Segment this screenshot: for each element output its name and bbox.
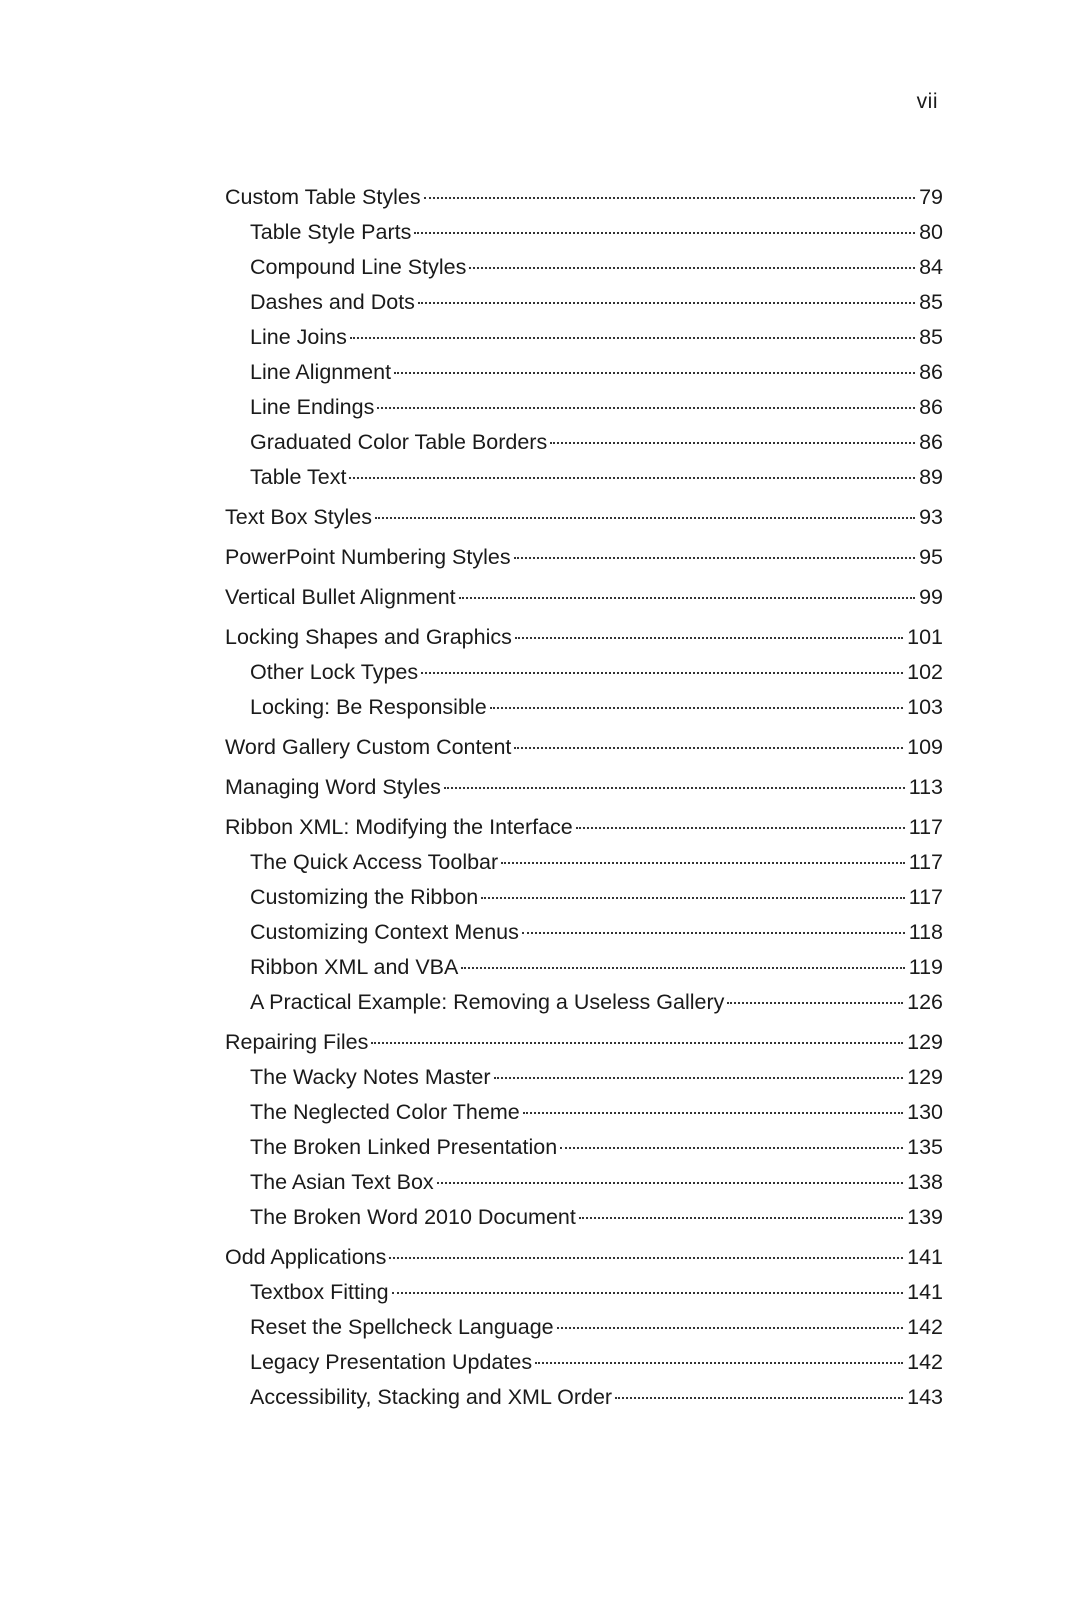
dot-leader [576,826,905,829]
dot-leader [350,336,915,339]
dot-leader [579,1216,903,1219]
toc-entry-title: The Asian Text Box [250,1170,434,1194]
toc-chapter-entry[interactable] [225,540,943,575]
toc-section-entry[interactable] [225,915,943,950]
toc-chapter-entry[interactable] [225,1025,943,1060]
dot-leader [514,746,903,749]
dot-leader [459,596,915,599]
toc-entry-title: Odd Applications [225,1245,387,1269]
toc-section-entry[interactable] [225,1380,943,1415]
toc-section-entry[interactable] [225,1310,943,1345]
dot-leader [437,1181,903,1184]
toc-entry-page: 129 [907,1065,943,1089]
toc-section-entry[interactable] [225,655,943,690]
toc-chapter-entry[interactable] [225,620,943,655]
toc-entry-page: 113 [908,775,943,799]
page-number: vii [916,90,938,113]
toc-entry-page: 86 [919,430,943,454]
toc-entry-title: Vertical Bullet Alignment [225,585,456,609]
toc-entry-title: Text Box Styles [225,505,372,529]
toc-entry-title: The Neglected Color Theme [250,1100,520,1124]
toc-entry-page: 119 [908,955,943,979]
toc-entry-title: Locking: Be Responsible [250,695,487,719]
toc-section-entry[interactable] [225,950,943,985]
toc-entry-page: 130 [907,1100,943,1124]
toc-entry-title: A Practical Example: Removing a Useless Gallery [250,990,725,1014]
toc-entry-title: Ribbon XML and VBA [250,955,459,979]
toc-entry-page: 85 [919,290,943,314]
dot-leader [522,931,905,934]
toc-entry-page: 93 [919,505,943,529]
toc-section-entry[interactable] [225,320,943,355]
toc-entry-page: 102 [907,660,943,684]
toc-section-entry[interactable] [225,250,943,285]
dot-leader [424,196,915,199]
toc-chapter-entry[interactable] [225,730,943,765]
toc-entry-page: 129 [907,1030,943,1054]
toc-entry-page: 117 [908,815,943,839]
toc-entry-page: 141 [907,1280,943,1304]
toc-section-entry[interactable] [225,985,943,1020]
dot-leader [557,1326,904,1329]
toc-section-entry[interactable] [225,425,943,460]
dot-leader [469,266,915,269]
toc-section-entry[interactable] [225,215,943,250]
dot-leader [481,896,904,899]
toc-entry-title: Ribbon XML: Modifying the Interface [225,815,573,839]
toc-section-entry[interactable] [225,845,943,880]
toc-entry-title: Table Style Parts [250,220,412,244]
dot-leader [377,406,915,409]
toc-entry-title: Line Endings [250,395,375,419]
toc-section-entry[interactable] [225,1095,943,1130]
toc-entry-page: 126 [907,990,943,1014]
toc-entry-page: 141 [907,1245,943,1269]
dot-leader [515,636,903,639]
toc-entry-title: The Quick Access Toolbar [250,850,499,874]
toc-entry-title: Locking Shapes and Graphics [225,625,512,649]
dot-leader [444,786,905,789]
toc-entry-page: 84 [919,255,943,279]
toc-entry-title: Table Text [250,465,347,489]
toc-section-entry[interactable] [225,1060,943,1095]
toc-chapter-entry[interactable] [225,810,943,845]
dot-leader [494,1076,904,1079]
toc-section-entry[interactable] [225,1165,943,1200]
toc-chapter-entry[interactable] [225,180,943,215]
toc-entry-title: Line Alignment [250,360,392,384]
dot-leader [421,671,903,674]
toc-entry-page: 142 [907,1350,943,1374]
toc-entry-page: 103 [907,695,943,719]
toc-entry-page: 138 [907,1170,943,1194]
toc-entry-title: Other Lock Types [250,660,419,684]
toc-chapter-entry[interactable] [225,770,943,805]
toc-entry-title: Textbox Fitting [250,1280,389,1304]
toc-entry-page: 85 [919,325,943,349]
toc-entry-title: Customizing the Ribbon [250,885,479,909]
toc-entry-title: The Wacky Notes Master [250,1065,491,1089]
toc-section-entry[interactable] [225,460,943,495]
toc-entry-title: Reset the Spellcheck Language [250,1315,554,1339]
toc-entry-page: 109 [907,735,943,759]
dot-leader [394,371,915,374]
toc-entry-page: 135 [907,1135,943,1159]
toc-chapter-entry[interactable] [225,580,943,615]
toc-entry-page: 101 [907,625,943,649]
toc-section-entry[interactable] [225,880,943,915]
toc-entry-page: 118 [908,920,943,944]
toc-entry-title: Dashes and Dots [250,290,415,314]
toc-chapter-entry[interactable] [225,500,943,535]
toc-entry-page: 95 [919,545,943,569]
toc-chapter-entry[interactable] [225,1240,943,1275]
dot-leader [727,1001,903,1004]
toc-entry-page: 86 [919,395,943,419]
dot-leader [501,861,905,864]
toc-entry-page: 86 [919,360,943,384]
dot-leader [414,231,915,234]
dot-leader [371,1041,903,1044]
dot-leader [392,1291,904,1294]
toc-entry-title: Repairing Files [225,1030,369,1054]
toc-entry-title: Customizing Context Menus [250,920,519,944]
table-of-contents [225,180,943,1415]
toc-entry-title: Graduated Color Table Borders [250,430,548,454]
toc-section-entry[interactable] [225,1275,943,1310]
dot-leader [523,1111,903,1114]
toc-entry-page: 143 [907,1385,943,1409]
toc-entry-page: 79 [919,185,943,209]
toc-entry-title: The Broken Linked Presentation [250,1135,558,1159]
dot-leader [560,1146,903,1149]
toc-section-entry[interactable] [225,1130,943,1165]
dot-leader [535,1361,903,1364]
dot-leader [514,556,915,559]
toc-entry-title: Accessibility, Stacking and XML Order [250,1385,613,1409]
toc-entry-page: 89 [919,465,943,489]
dot-leader [418,301,915,304]
toc-entry-title: Word Gallery Custom Content [225,735,512,759]
toc-section-entry[interactable] [225,285,943,320]
toc-section-entry[interactable] [225,355,943,390]
toc-entry-page: 117 [908,885,943,909]
dot-leader [615,1396,903,1399]
toc-entry-title: PowerPoint Numbering Styles [225,545,511,569]
toc-entry-page: 139 [907,1205,943,1229]
toc-section-entry[interactable] [225,1200,943,1235]
toc-section-entry[interactable] [225,1345,943,1380]
toc-section-entry[interactable] [225,390,943,425]
toc-entry-title: Legacy Presentation Updates [250,1350,533,1374]
dot-leader [375,516,915,519]
dot-leader [389,1256,903,1259]
toc-entry-title: Custom Table Styles [225,185,421,209]
toc-entry-page: 80 [919,220,943,244]
toc-entry-page: 99 [919,585,943,609]
toc-entry-title: The Broken Word 2010 Document [250,1205,576,1229]
toc-entry-page: 142 [907,1315,943,1339]
dot-leader [550,441,915,444]
toc-entry-page: 117 [908,850,943,874]
toc-section-entry[interactable] [225,690,943,725]
toc-entry-title: Line Joins [250,325,347,349]
dot-leader [349,476,915,479]
dot-leader [461,966,904,969]
toc-entry-title: Compound Line Styles [250,255,467,279]
dot-leader [490,706,903,709]
toc-entry-title: Managing Word Styles [225,775,441,799]
